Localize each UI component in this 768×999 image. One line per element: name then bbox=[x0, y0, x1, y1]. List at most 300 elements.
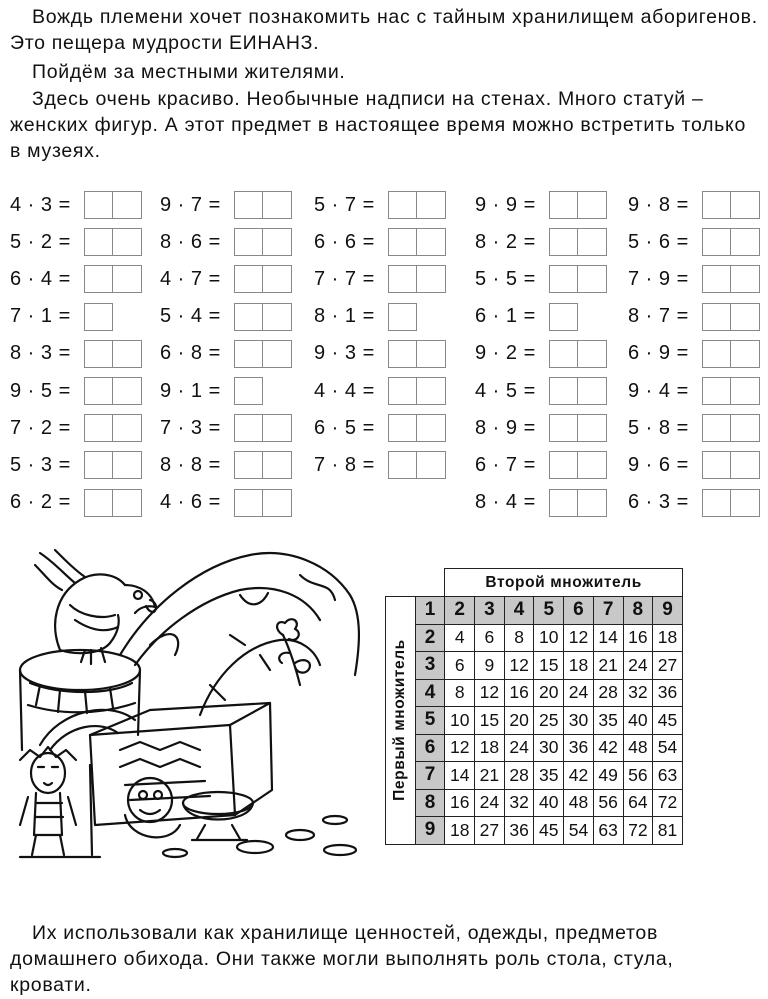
answer-box[interactable] bbox=[578, 377, 607, 405]
table-header-cell: 7 bbox=[593, 597, 623, 625]
answer-box[interactable] bbox=[549, 414, 578, 442]
exercise-1-3 bbox=[10, 264, 142, 294]
answer-box[interactable] bbox=[234, 414, 263, 442]
exercise-expression: 9 · 8 = bbox=[628, 193, 689, 216]
answer-box[interactable] bbox=[84, 191, 113, 219]
answer-box[interactable] bbox=[234, 228, 263, 256]
answer-box[interactable] bbox=[578, 489, 607, 517]
exercise-expression: 6 · 3 = bbox=[628, 491, 689, 514]
table-row bbox=[386, 652, 683, 680]
table-corner bbox=[415, 569, 445, 597]
answer-box[interactable] bbox=[578, 191, 607, 219]
exercise-expression: 6 · 9 = bbox=[628, 342, 689, 365]
exercise-expression: 9 · 1 = bbox=[160, 379, 221, 402]
answer-box[interactable] bbox=[731, 489, 760, 517]
answer-box[interactable] bbox=[263, 414, 292, 442]
exercise-expression: 9 · 7 = bbox=[160, 193, 221, 216]
answer-box[interactable] bbox=[731, 228, 760, 256]
exercise-1-9 bbox=[10, 488, 142, 518]
table-row-header: 6 bbox=[415, 734, 445, 762]
answer-boxes bbox=[388, 451, 446, 479]
outro-paragraph: Их использовали как хранилище ценностей, одежды, предметов домашнего обихода. Они также могли выполнять роль стола, стула, кровати. bbox=[10, 922, 674, 996]
answer-box[interactable] bbox=[417, 228, 446, 256]
table-cell: 12 bbox=[445, 734, 475, 762]
answer-boxes bbox=[234, 414, 292, 442]
exercise-5-3 bbox=[628, 264, 760, 294]
table-row-header: 8 bbox=[415, 789, 445, 817]
answer-box[interactable] bbox=[731, 191, 760, 219]
exercise-expression: 4 · 3 = bbox=[10, 193, 71, 216]
table-cell: 63 bbox=[653, 762, 683, 790]
exercise-2-9 bbox=[160, 488, 292, 518]
answer-boxes bbox=[549, 191, 607, 219]
exercise-expression: 6 · 5 = bbox=[314, 416, 375, 439]
table-cell: 12 bbox=[475, 679, 505, 707]
answer-boxes bbox=[388, 191, 446, 219]
exercise-expression: 7 · 3 = bbox=[160, 416, 221, 439]
answer-box[interactable] bbox=[263, 340, 292, 368]
exercise-expression: 7 · 1 = bbox=[10, 305, 71, 328]
exercise-2-5 bbox=[160, 339, 292, 369]
answer-boxes bbox=[702, 377, 760, 405]
exercise-expression: 9 · 2 = bbox=[475, 342, 536, 365]
exercise-expression: 8 · 3 = bbox=[10, 342, 71, 365]
answer-box[interactable] bbox=[549, 265, 578, 293]
exercise-expression: 4 · 4 = bbox=[314, 379, 375, 402]
exercise-4-2 bbox=[475, 227, 607, 257]
answer-box[interactable] bbox=[417, 414, 446, 442]
exercise-4-8 bbox=[475, 450, 607, 480]
table-row bbox=[386, 817, 683, 845]
answer-box[interactable] bbox=[234, 377, 263, 405]
answer-boxes bbox=[549, 265, 607, 293]
answer-box[interactable] bbox=[549, 451, 578, 479]
answer-boxes bbox=[234, 303, 292, 331]
table-cell: 20 bbox=[534, 679, 564, 707]
answer-box[interactable] bbox=[388, 340, 417, 368]
exercise-2-6 bbox=[160, 376, 263, 406]
exercise-expression: 5 · 4 = bbox=[160, 305, 221, 328]
answer-box[interactable] bbox=[263, 191, 292, 219]
table-cell: 40 bbox=[623, 707, 653, 735]
answer-boxes bbox=[388, 414, 446, 442]
answer-box[interactable] bbox=[113, 451, 142, 479]
exercise-expression: 4 · 5 = bbox=[475, 379, 536, 402]
table-cell: 42 bbox=[593, 734, 623, 762]
table-cell: 24 bbox=[623, 652, 653, 680]
table-cell: 42 bbox=[564, 762, 594, 790]
answer-box[interactable] bbox=[417, 191, 446, 219]
answer-boxes bbox=[702, 265, 760, 293]
answer-boxes bbox=[549, 451, 607, 479]
answer-boxes bbox=[84, 489, 142, 517]
table-cell: 16 bbox=[445, 789, 475, 817]
exercise-expression: 7 · 9 = bbox=[628, 267, 689, 290]
table-cell: 12 bbox=[504, 652, 534, 680]
table-row-header: 4 bbox=[415, 679, 445, 707]
table-row bbox=[386, 762, 683, 790]
answer-box[interactable] bbox=[234, 265, 263, 293]
answer-box[interactable] bbox=[234, 340, 263, 368]
answer-boxes bbox=[549, 303, 578, 331]
second-factor-label: Второй множитель bbox=[445, 569, 683, 597]
answer-box[interactable] bbox=[84, 414, 113, 442]
exercise-5-1 bbox=[628, 190, 760, 220]
exercise-expression: 8 · 9 = bbox=[475, 416, 536, 439]
exercise-expression: 5 · 5 = bbox=[475, 267, 536, 290]
table-cell: 36 bbox=[504, 817, 534, 845]
table-cell: 6 bbox=[445, 652, 475, 680]
answer-box[interactable] bbox=[702, 414, 731, 442]
answer-box[interactable] bbox=[731, 303, 760, 331]
answer-boxes bbox=[234, 265, 292, 293]
table-corner bbox=[386, 569, 416, 597]
cave-icon bbox=[120, 553, 359, 715]
exercise-expression: 6 · 1 = bbox=[475, 305, 536, 328]
answer-box[interactable] bbox=[84, 303, 113, 331]
answer-boxes bbox=[234, 340, 292, 368]
exercise-1-4 bbox=[10, 302, 113, 332]
exercise-5-6 bbox=[628, 376, 760, 406]
answer-boxes bbox=[702, 228, 760, 256]
exercise-expression: 8 · 1 = bbox=[314, 305, 375, 328]
table-cell: 54 bbox=[653, 734, 683, 762]
answer-boxes bbox=[549, 340, 607, 368]
table-row bbox=[386, 679, 683, 707]
answer-box[interactable] bbox=[702, 303, 731, 331]
table-cell: 24 bbox=[564, 679, 594, 707]
table-cell: 20 bbox=[504, 707, 534, 735]
statue-icon bbox=[20, 747, 100, 857]
answer-box[interactable] bbox=[417, 451, 446, 479]
exercise-4-4 bbox=[475, 302, 578, 332]
answer-boxes bbox=[234, 377, 263, 405]
answer-box[interactable] bbox=[578, 414, 607, 442]
table-cell: 35 bbox=[593, 707, 623, 735]
table-cell: 48 bbox=[564, 789, 594, 817]
exercise-2-2 bbox=[160, 227, 292, 257]
answer-boxes bbox=[702, 451, 760, 479]
answer-box[interactable] bbox=[234, 489, 263, 517]
answer-box[interactable] bbox=[549, 377, 578, 405]
table-header-cell: 2 bbox=[445, 597, 475, 625]
answer-boxes bbox=[234, 451, 292, 479]
answer-box[interactable] bbox=[578, 228, 607, 256]
exercise-2-1 bbox=[160, 190, 292, 220]
exercise-expression: 7 · 8 = bbox=[314, 453, 375, 476]
exercise-2-8 bbox=[160, 450, 292, 480]
exercise-expression: 4 · 7 = bbox=[160, 267, 221, 290]
table-cell: 15 bbox=[475, 707, 505, 735]
table-cell: 45 bbox=[653, 707, 683, 735]
answer-box[interactable] bbox=[731, 414, 760, 442]
table-header-cell: 4 bbox=[504, 597, 534, 625]
answer-boxes bbox=[234, 191, 292, 219]
exercise-1-7 bbox=[10, 413, 142, 443]
table-cell: 45 bbox=[534, 817, 564, 845]
exercise-1-6 bbox=[10, 376, 142, 406]
answer-box[interactable] bbox=[549, 303, 578, 331]
stones bbox=[163, 816, 356, 857]
table-header-cell: 8 bbox=[623, 597, 653, 625]
exercise-expression: 4 · 6 = bbox=[160, 491, 221, 514]
answer-box[interactable] bbox=[549, 340, 578, 368]
answer-boxes bbox=[388, 377, 446, 405]
answer-box[interactable] bbox=[263, 228, 292, 256]
answer-boxes bbox=[84, 451, 142, 479]
answer-box[interactable] bbox=[113, 228, 142, 256]
exercise-5-7 bbox=[628, 413, 760, 443]
table-cell: 32 bbox=[504, 789, 534, 817]
exercise-expression: 8 · 8 = bbox=[160, 453, 221, 476]
table-cell: 6 bbox=[475, 624, 505, 652]
answer-box[interactable] bbox=[702, 191, 731, 219]
answer-boxes bbox=[84, 228, 142, 256]
table-cell: 18 bbox=[445, 817, 475, 845]
answer-box[interactable] bbox=[578, 265, 607, 293]
exercise-expression: 8 · 7 = bbox=[628, 305, 689, 328]
table-cell: 18 bbox=[564, 652, 594, 680]
answer-box[interactable] bbox=[549, 191, 578, 219]
table-cell: 24 bbox=[504, 734, 534, 762]
exercise-expression: 9 · 3 = bbox=[314, 342, 375, 365]
exercise-4-6 bbox=[475, 376, 607, 406]
answer-box[interactable] bbox=[388, 303, 417, 331]
exercise-expression: 9 · 5 = bbox=[10, 379, 71, 402]
answer-box[interactable] bbox=[388, 228, 417, 256]
answer-box[interactable] bbox=[578, 340, 607, 368]
answer-box[interactable] bbox=[388, 377, 417, 405]
table-cell: 63 bbox=[593, 817, 623, 845]
table-cell: 64 bbox=[623, 789, 653, 817]
multiplication-table bbox=[385, 568, 683, 845]
exercise-expression: 8 · 6 = bbox=[160, 230, 221, 253]
table-cell: 16 bbox=[504, 679, 534, 707]
answer-box[interactable] bbox=[113, 377, 142, 405]
exercise-4-7 bbox=[475, 413, 607, 443]
answer-box[interactable] bbox=[84, 451, 113, 479]
answer-boxes bbox=[84, 340, 142, 368]
exercise-3-6 bbox=[314, 376, 446, 406]
answer-boxes bbox=[702, 191, 760, 219]
table-row bbox=[386, 734, 683, 762]
table-cell: 49 bbox=[593, 762, 623, 790]
exercise-expression: 6 · 7 = bbox=[475, 453, 536, 476]
exercise-3-2 bbox=[314, 227, 446, 257]
exercise-expression: 5 · 6 = bbox=[628, 230, 689, 253]
intro-paragraph-1: Вождь племени хочет познакомить нас с тайным хранилищем аборигенов. Это пещера мудрости ЕИНАНЗ. bbox=[10, 6, 758, 54]
table-header-cell: 6 bbox=[564, 597, 594, 625]
answer-box[interactable] bbox=[702, 377, 731, 405]
exercise-expression: 5 · 8 = bbox=[628, 416, 689, 439]
table-cell: 10 bbox=[534, 624, 564, 652]
answer-boxes bbox=[388, 265, 446, 293]
answer-boxes bbox=[388, 303, 417, 331]
table-cell: 15 bbox=[534, 652, 564, 680]
exercise-1-2 bbox=[10, 227, 142, 257]
table-cell: 14 bbox=[445, 762, 475, 790]
answer-box[interactable] bbox=[113, 414, 142, 442]
intro-paragraph-2: Пойдём за местными жителями. bbox=[32, 61, 346, 83]
intro-paragraph-3: Здесь очень красиво. Необычные надписи на стенах. Много статуй – женских фигур. А этот предмет в настоящее время можно встретить только в музеях. bbox=[10, 88, 747, 162]
table-cell: 14 bbox=[593, 624, 623, 652]
exercise-2-4 bbox=[160, 302, 292, 332]
exercise-5-2 bbox=[628, 227, 760, 257]
answer-box[interactable] bbox=[113, 340, 142, 368]
answer-boxes bbox=[549, 377, 607, 405]
first-factor-label: Первый множитель bbox=[391, 639, 409, 802]
table-cell: 8 bbox=[504, 624, 534, 652]
answer-box[interactable] bbox=[263, 265, 292, 293]
exercise-3-7 bbox=[314, 413, 446, 443]
exercise-expression: 7 · 7 = bbox=[314, 267, 375, 290]
exercise-3-5 bbox=[314, 339, 446, 369]
table-cell: 4 bbox=[445, 624, 475, 652]
table-cell: 56 bbox=[593, 789, 623, 817]
answer-boxes bbox=[388, 340, 446, 368]
answer-box[interactable] bbox=[234, 191, 263, 219]
answer-box[interactable] bbox=[417, 377, 446, 405]
answer-box[interactable] bbox=[234, 303, 263, 331]
answer-box[interactable] bbox=[84, 489, 113, 517]
table-cell: 27 bbox=[653, 652, 683, 680]
parrot-icon bbox=[35, 550, 156, 664]
table-cell: 72 bbox=[623, 817, 653, 845]
exercise-3-3 bbox=[314, 264, 446, 294]
answer-boxes bbox=[84, 265, 142, 293]
table-cell: 10 bbox=[445, 707, 475, 735]
exercise-expression: 9 · 6 = bbox=[628, 453, 689, 476]
exercise-expression: 6 · 6 = bbox=[314, 230, 375, 253]
table-cell: 21 bbox=[475, 762, 505, 790]
table-cell: 9 bbox=[475, 652, 505, 680]
table-header-cell: 1 bbox=[415, 597, 445, 625]
exercise-3-4 bbox=[314, 302, 417, 332]
table-header-cell: 9 bbox=[653, 597, 683, 625]
mask-icon bbox=[125, 778, 180, 837]
answer-box[interactable] bbox=[549, 489, 578, 517]
answer-box[interactable] bbox=[731, 451, 760, 479]
table-cell: 28 bbox=[593, 679, 623, 707]
answer-box[interactable] bbox=[84, 340, 113, 368]
table-cell: 18 bbox=[653, 624, 683, 652]
table-cell: 54 bbox=[564, 817, 594, 845]
table-cell: 30 bbox=[534, 734, 564, 762]
answer-box[interactable] bbox=[702, 340, 731, 368]
exercise-4-9 bbox=[475, 488, 607, 518]
answer-boxes bbox=[549, 414, 607, 442]
exercise-expression: 8 · 4 = bbox=[475, 491, 536, 514]
answer-box[interactable] bbox=[702, 489, 731, 517]
exercise-2-7 bbox=[160, 413, 292, 443]
answer-boxes bbox=[84, 414, 142, 442]
exercise-3-8 bbox=[314, 450, 446, 480]
table-row-header: 5 bbox=[415, 707, 445, 735]
exercise-expression: 7 · 2 = bbox=[10, 416, 71, 439]
answer-box[interactable] bbox=[263, 451, 292, 479]
answer-box[interactable] bbox=[84, 228, 113, 256]
table-cell: 16 bbox=[623, 624, 653, 652]
answer-box[interactable] bbox=[417, 340, 446, 368]
answer-boxes bbox=[234, 489, 292, 517]
exercise-4-3 bbox=[475, 264, 607, 294]
answer-box[interactable] bbox=[113, 489, 142, 517]
table-cell: 12 bbox=[564, 624, 594, 652]
answer-box[interactable] bbox=[578, 451, 607, 479]
table-row-header: 3 bbox=[415, 652, 445, 680]
table-cell: 24 bbox=[475, 789, 505, 817]
table-row-header: 7 bbox=[415, 762, 445, 790]
exercise-expression: 5 · 2 = bbox=[10, 230, 71, 253]
answer-boxes bbox=[549, 228, 607, 256]
exercise-expression: 8 · 2 = bbox=[475, 230, 536, 253]
exercise-expression: 6 · 8 = bbox=[160, 342, 221, 365]
answer-box[interactable] bbox=[388, 265, 417, 293]
table-cell: 36 bbox=[564, 734, 594, 762]
exercise-expression: 5 · 7 = bbox=[314, 193, 375, 216]
answer-boxes bbox=[702, 414, 760, 442]
answer-box[interactable] bbox=[84, 377, 113, 405]
table-cell: 36 bbox=[653, 679, 683, 707]
table-row-header: 2 bbox=[415, 624, 445, 652]
exercise-expression: 5 · 3 = bbox=[10, 453, 71, 476]
exercise-1-5 bbox=[10, 339, 142, 369]
answer-box[interactable] bbox=[113, 191, 142, 219]
answer-box[interactable] bbox=[388, 191, 417, 219]
exercise-expression: 9 · 4 = bbox=[628, 379, 689, 402]
table-cell: 40 bbox=[534, 789, 564, 817]
table-header-cell: 3 bbox=[475, 597, 505, 625]
table-cell: 28 bbox=[504, 762, 534, 790]
answer-box[interactable] bbox=[113, 265, 142, 293]
table-cell: 8 bbox=[445, 679, 475, 707]
exercise-expression: 9 · 9 = bbox=[475, 193, 536, 216]
answer-box[interactable] bbox=[388, 451, 417, 479]
answer-boxes bbox=[702, 340, 760, 368]
answer-box[interactable] bbox=[388, 414, 417, 442]
answer-box[interactable] bbox=[731, 265, 760, 293]
answer-box[interactable] bbox=[234, 451, 263, 479]
answer-box[interactable] bbox=[417, 265, 446, 293]
answer-box[interactable] bbox=[702, 228, 731, 256]
answer-box[interactable] bbox=[702, 265, 731, 293]
table-row bbox=[386, 789, 683, 817]
answer-box[interactable] bbox=[731, 340, 760, 368]
table-cell: 81 bbox=[653, 817, 683, 845]
table-cell: 27 bbox=[475, 817, 505, 845]
answer-boxes bbox=[549, 489, 607, 517]
plant-icon bbox=[277, 619, 310, 685]
table-header-cell: 5 bbox=[534, 597, 564, 625]
table-cell: 32 bbox=[623, 679, 653, 707]
table-cell: 25 bbox=[534, 707, 564, 735]
answer-box[interactable] bbox=[263, 489, 292, 517]
table-row bbox=[386, 624, 683, 652]
answer-boxes bbox=[84, 377, 142, 405]
answer-boxes bbox=[84, 191, 142, 219]
answer-box[interactable] bbox=[702, 451, 731, 479]
table-cell: 72 bbox=[653, 789, 683, 817]
answer-box[interactable] bbox=[263, 303, 292, 331]
exercise-2-3 bbox=[160, 264, 292, 294]
table-cell: 48 bbox=[623, 734, 653, 762]
table-row-header: 9 bbox=[415, 817, 445, 845]
drum-icon bbox=[20, 650, 140, 750]
answer-box[interactable] bbox=[549, 228, 578, 256]
answer-box[interactable] bbox=[731, 377, 760, 405]
answer-box[interactable] bbox=[84, 265, 113, 293]
table-cell: 21 bbox=[593, 652, 623, 680]
